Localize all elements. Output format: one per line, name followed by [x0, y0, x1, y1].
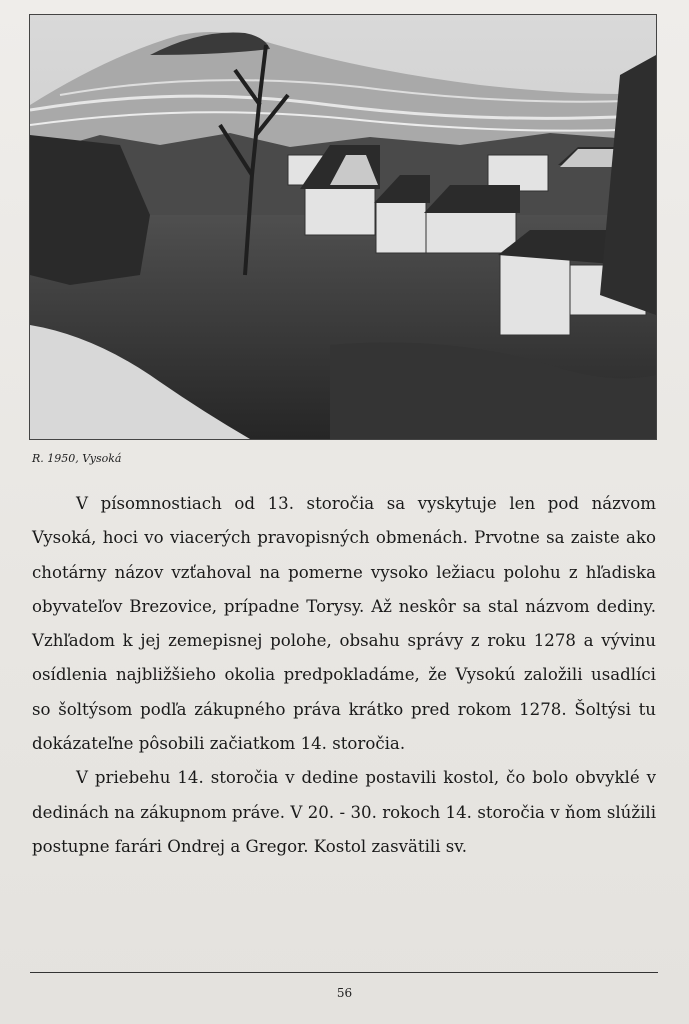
- photo-caption: R. 1950, Vysoká: [32, 452, 122, 465]
- footer-divider: [30, 972, 658, 973]
- paragraph: V písomnostiach od 13. storočia sa vyskytuje len pod názvom Vysoká, hoci vo viacerých pravopisných obmenách. Prvotne sa zaiste ako chotárny názov vzťahoval na pomerne vysoko ležiacu polohu z hľadiska obyvateľov Brezovice, prípadne Torysy. Až neskôr sa stal názvom dediny. Vzhľadom k jej zemepisnej polohe, obsahu správy z roku 1278 a vývinu osídlenia najbližšieho okolia predpokladáme, že Vysokú založili usadlíci so šoltýsom podľa zákupného práva krátko pred rokom 1278. Šoltýsi tu dokázateľne pôsobili začiatkom 14. storočia.: [32, 494, 656, 754]
- body-text: [32, 487, 656, 864]
- page-number: 56: [336, 986, 353, 1000]
- paragraph: V priebehu 14. storočia v dedine postavili kostol, čo bolo obvyklé v dedinách na zákupnom práve. V 20. - 30. rokoch 14. storočia v ňom slúžili postupne farári Ondrej a Gregor. Kostol zasvätili sv.: [32, 768, 656, 856]
- village-photograph: [29, 14, 657, 440]
- photo-illustration: [30, 15, 656, 439]
